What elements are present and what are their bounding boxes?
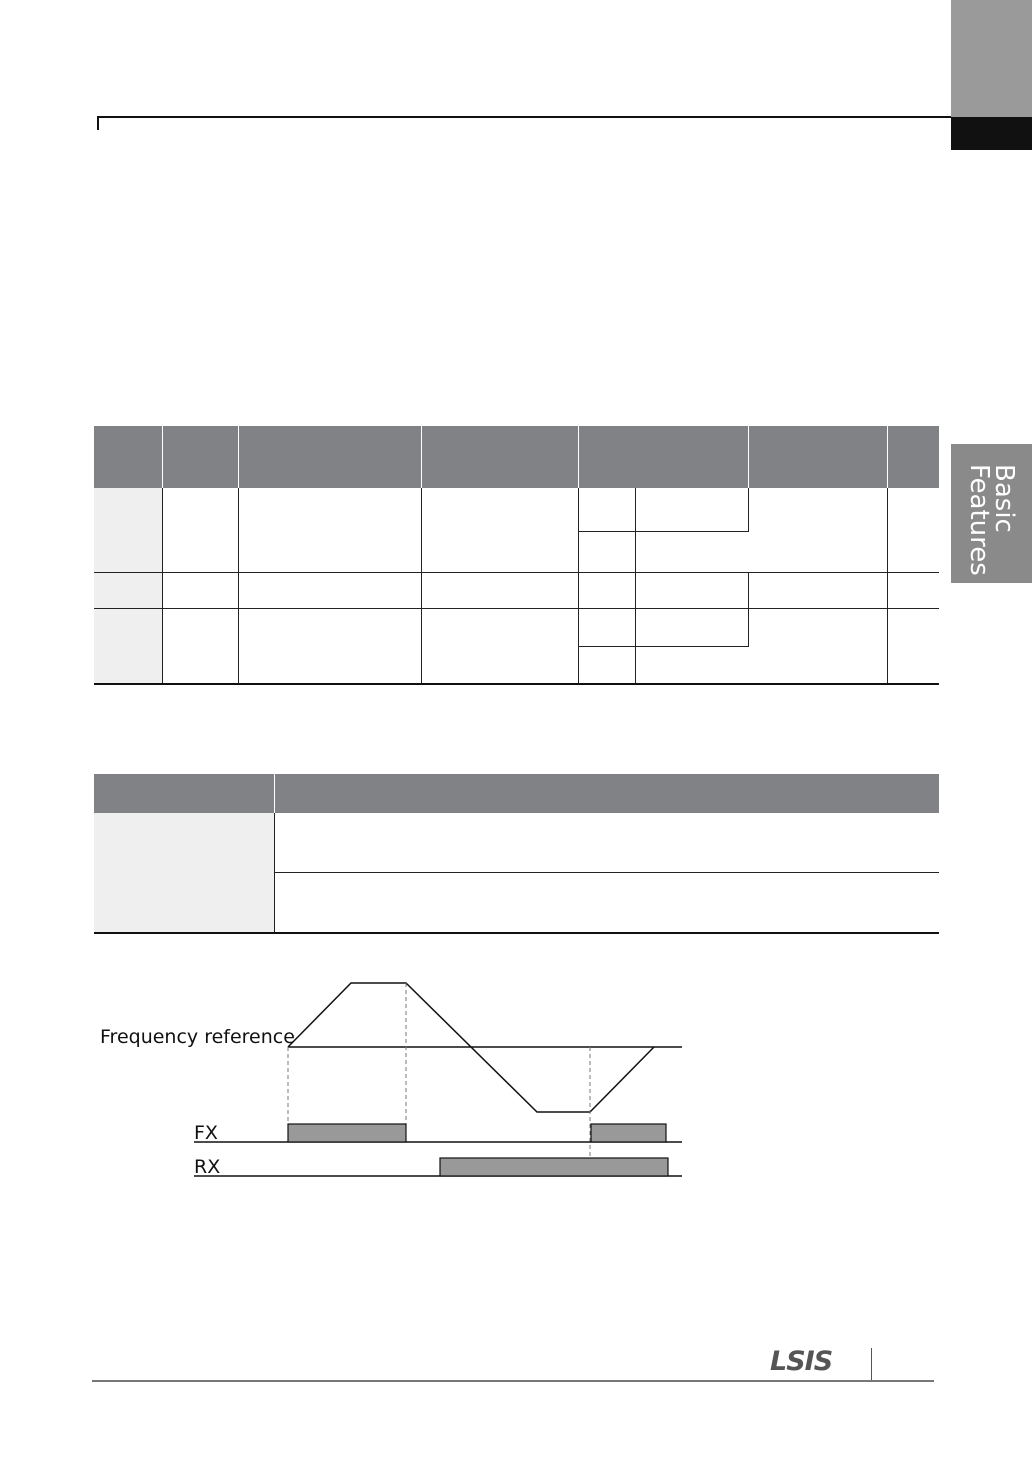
- footer-divider: [871, 1348, 872, 1381]
- table-cell: [578, 532, 635, 573]
- table-cell: [578, 488, 635, 532]
- table-row: [94, 813, 939, 873]
- table-cell: [748, 609, 887, 685]
- lsis-logo: [770, 1344, 860, 1374]
- group-cell: [94, 813, 274, 933]
- fx-pulse: [591, 1124, 666, 1142]
- table-row: [94, 573, 939, 609]
- frequency-reference-label: Frequency reference: [100, 1026, 295, 1048]
- table-cell: [162, 609, 238, 685]
- table-header-row: [94, 426, 939, 488]
- table-cell: [421, 488, 578, 573]
- footer-rule: [92, 1380, 934, 1382]
- table-cell: [421, 609, 578, 685]
- table-cell: [635, 647, 748, 685]
- setting-table: [94, 774, 939, 934]
- table-cell: [887, 488, 939, 573]
- table-cell: [635, 573, 748, 609]
- table-row: [94, 609, 939, 647]
- fx-pulse: [288, 1124, 406, 1142]
- table-cell: [578, 573, 635, 609]
- table-cell: [748, 573, 887, 609]
- rx-pulse: [440, 1158, 668, 1176]
- header-cell: [238, 426, 421, 488]
- section-tab-label-line2: Features: [964, 464, 994, 576]
- table-cell: [887, 609, 939, 685]
- table-cell: [274, 873, 939, 934]
- table-cell: [578, 609, 635, 647]
- header-cell: [94, 426, 162, 488]
- group-cell: [94, 573, 162, 609]
- table-cell: [635, 488, 748, 532]
- header-rule: [97, 116, 951, 118]
- table-cell: [578, 647, 635, 685]
- section-tab-label-line1: Basic: [989, 464, 1019, 533]
- table-cell: [421, 573, 578, 609]
- header-cell: [421, 426, 578, 488]
- chapter-tab-gray: [951, 0, 1032, 117]
- header-cell: [887, 426, 939, 488]
- group-cell: [94, 609, 162, 685]
- header-cell: [94, 774, 274, 813]
- rx-label: RX: [194, 1156, 221, 1178]
- table-cell: [274, 813, 939, 873]
- header-tick: [97, 116, 99, 130]
- table-cell: [238, 609, 421, 685]
- table-cell: [635, 532, 748, 573]
- header-cell: [578, 426, 748, 488]
- section-tab-label: [951, 444, 1032, 583]
- table-cell: [162, 573, 238, 609]
- header-cell: [748, 426, 887, 488]
- table-cell: [238, 573, 421, 609]
- header-cell: [274, 774, 939, 813]
- parameter-table: [94, 426, 939, 685]
- table-cell: [238, 488, 421, 573]
- section-tab[interactable]: [951, 444, 1032, 583]
- timing-diagram: [92, 970, 692, 1185]
- header-cell: [162, 426, 238, 488]
- fx-label: FX: [194, 1122, 218, 1144]
- table-header-row: [94, 774, 939, 813]
- chapter-tab-black: [951, 117, 1032, 150]
- group-cell: [94, 488, 162, 573]
- table-cell: [635, 609, 748, 647]
- table-cell: [162, 488, 238, 573]
- table-row: [94, 488, 939, 532]
- lsis-logo-text: LSIS: [770, 1346, 833, 1374]
- table-cell: [887, 573, 939, 609]
- table-cell: [748, 488, 887, 573]
